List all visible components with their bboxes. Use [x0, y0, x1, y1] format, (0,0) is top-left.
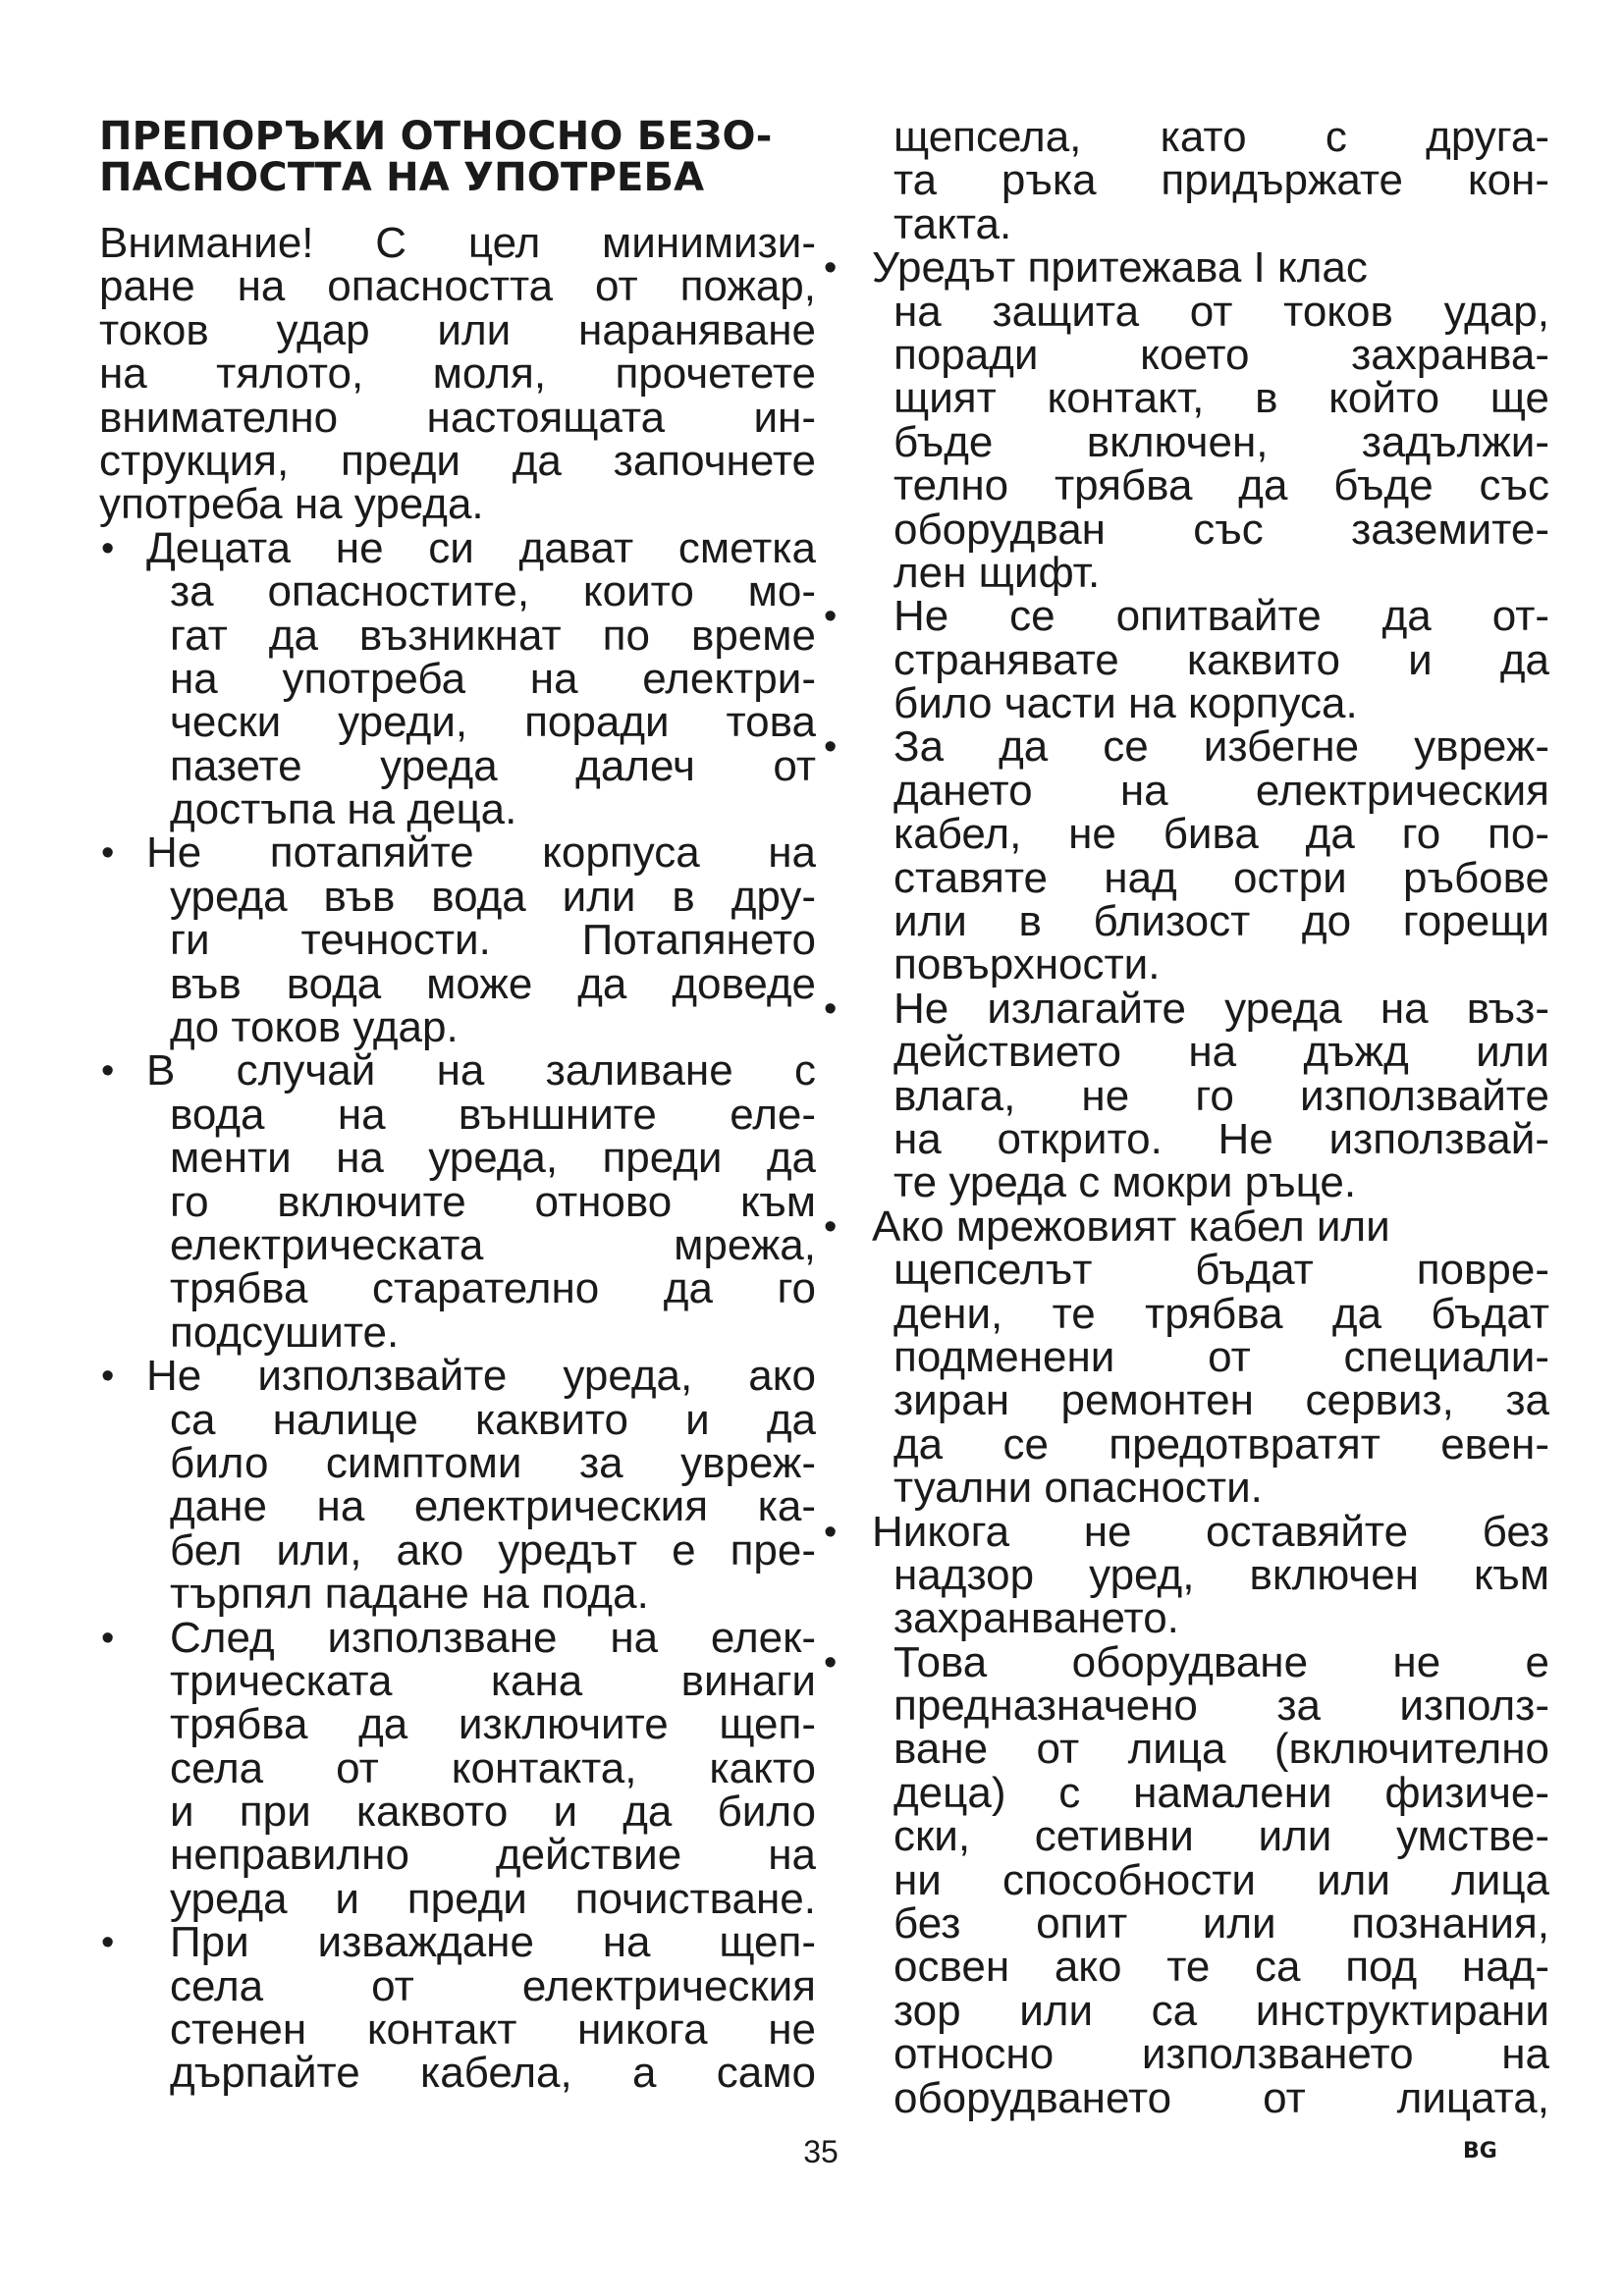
- bullet-line: села от контакта, както: [170, 1743, 816, 1792]
- bullet-item: [99, 1352, 816, 1619]
- bullet-icon: •: [824, 726, 838, 769]
- bullet-line: електрическата мрежа,: [170, 1220, 816, 1269]
- bullet-line: стенен контакт никога не: [170, 2005, 816, 2055]
- bullet-line: дени, те трябва да бъдат: [893, 1289, 1549, 1338]
- intro-line: внимателно настоящата ин-: [99, 393, 816, 442]
- bullet-line: телно трябва да бъде със: [893, 461, 1549, 510]
- bullet-line: дането на електрическия: [893, 766, 1549, 815]
- bullet-item: [824, 243, 1549, 597]
- right-column: [824, 113, 1549, 2122]
- intro-line: употреба на уреда.: [99, 480, 484, 529]
- bullet-line: щепселът бъдат повре-: [893, 1246, 1549, 1295]
- bullet-icon: •: [824, 1205, 838, 1248]
- bullet-line: повърхности.: [893, 940, 1161, 989]
- bullet-line: Това оборудване не е: [893, 1637, 1549, 1686]
- bullet-line: поради което захранва-: [893, 330, 1549, 379]
- bullet-line: чески уреди, поради това: [170, 698, 816, 747]
- bullet-line: действието на дъжд или: [893, 1028, 1549, 1077]
- bullet-line: или в близост до горещи: [893, 897, 1549, 946]
- bullet-text: [872, 1201, 1549, 1513]
- bullet-line: села от електрическия: [170, 1961, 816, 2010]
- bullet-item: [824, 1507, 1549, 1643]
- bullet-line: и при каквото и да било: [170, 1788, 816, 1837]
- bullet-item: [824, 1637, 1549, 2122]
- bullet-item: [99, 828, 816, 1052]
- bullet-line: относно използването на: [893, 2030, 1549, 2079]
- bullet-icon: •: [101, 832, 115, 875]
- bullet-item: [824, 592, 1549, 728]
- bullet-line: странявате каквито и да: [893, 635, 1549, 684]
- bullet-line: го включите отново към: [170, 1177, 816, 1226]
- bullet-line: захранването.: [893, 1594, 1179, 1643]
- bullet-icon: •: [101, 1617, 115, 1659]
- bullet-line: гат да възникнат по време: [170, 611, 816, 660]
- bullet-text: [872, 1637, 1549, 2122]
- bullet-line: на употреба на електри-: [170, 654, 816, 703]
- continued-line: щепсела, като с друга-: [893, 113, 1549, 161]
- bullet-line: ски, сетивни или умстве-: [893, 1812, 1549, 1861]
- bullet-line: уреда във вода или в дру-: [170, 872, 816, 921]
- bullet-line: ни способности или лица: [893, 1855, 1549, 1904]
- intro-paragraph: [99, 219, 816, 529]
- section-heading: [99, 116, 816, 198]
- left-bullet-list: [99, 523, 816, 2098]
- bullet-line: на открито. Не използвай-: [893, 1114, 1549, 1163]
- right-bullet-list: [824, 243, 1549, 2122]
- bullet-icon: •: [824, 1641, 838, 1683]
- bullet-text: [872, 1507, 1549, 1643]
- heading-line: ПАСНОСТТА НА УПОТРЕБА: [99, 155, 705, 200]
- bullet-line: неправилно действие на: [170, 1831, 816, 1880]
- bullet-line: Не потапяйте корпуса на: [146, 828, 816, 878]
- intro-line: на тялото, моля, прочетете: [99, 349, 816, 399]
- continued-paragraph: [872, 113, 1549, 248]
- bullet-line: Децата не си дават сметка: [146, 523, 816, 572]
- bullet-text: [146, 523, 816, 834]
- bullet-line: пазете уреда далеч от: [170, 741, 816, 790]
- bullet-line: оборудването от лицата,: [893, 2073, 1549, 2122]
- bullet-icon: •: [824, 247, 838, 290]
- bullet-line: са налице каквито и да: [170, 1395, 816, 1444]
- bullet-line: те уреда с мокри ръце.: [893, 1158, 1357, 1207]
- bullet-line: туални опасности.: [893, 1464, 1263, 1513]
- intro-line: ране на опасността от пожар,: [99, 262, 816, 311]
- bullet-item: [99, 523, 816, 834]
- bullet-line: във вода може да доведе: [170, 959, 816, 1008]
- bullet-icon: •: [824, 1511, 838, 1553]
- bullet-text: [872, 984, 1549, 1207]
- bullet-line: дърпайте кабела, а само: [170, 2049, 816, 2098]
- bullet-icon: •: [824, 988, 838, 1030]
- bullet-line: да се предотвратят евен-: [893, 1419, 1549, 1468]
- intro-line: токов удар или нараняване: [99, 305, 816, 354]
- intro-line: струкция, преди да започнете: [99, 436, 816, 485]
- bullet-line: търпял падане на пода.: [170, 1570, 649, 1619]
- page-number: 35: [803, 2134, 839, 2169]
- bullet-line: ги течности. Потапянето: [170, 916, 816, 965]
- bullet-line: оборудван със заземите-: [893, 505, 1549, 554]
- bullet-item: [824, 1201, 1549, 1513]
- bullet-line: било части на корпуса.: [893, 679, 1358, 728]
- bullet-text: [146, 828, 816, 1052]
- bullet-line: Не използвайте уреда, ако: [146, 1352, 816, 1401]
- bullet-text: [872, 722, 1549, 989]
- bullet-line: Никога не оставяйте без: [872, 1507, 1549, 1556]
- bullet-icon: •: [101, 1356, 115, 1398]
- bullet-line: менти на уреда, преди да: [170, 1134, 816, 1183]
- bullet-line: вода на външните еле-: [170, 1090, 816, 1139]
- bullet-line: Уредът притежава I клас: [872, 243, 1368, 293]
- bullet-line: трябва старателно да го: [170, 1264, 816, 1313]
- bullet-item: [99, 1918, 816, 2098]
- bullet-line: Не се опитвайте да от-: [893, 592, 1549, 641]
- intro-line: Внимание! С цел минимизи-: [99, 219, 816, 267]
- bullet-line: за опасностите, които мо-: [170, 567, 816, 616]
- bullet-line: Не излагайте уреда на въз-: [893, 984, 1549, 1033]
- bullet-text: [146, 1352, 816, 1619]
- bullet-line: трическата кана винаги: [170, 1656, 816, 1705]
- bullet-line: Ако мрежовият кабел или: [872, 1201, 1390, 1251]
- continued-line: такта.: [893, 199, 1012, 248]
- bullet-line: достъпа на деца.: [170, 785, 517, 834]
- bullet-item: [824, 984, 1549, 1207]
- heading-line: ПРЕПОРЪКИ ОТНОСНО БЕЗО-: [99, 114, 773, 159]
- bullet-line: лен щифт.: [893, 548, 1101, 597]
- bullet-line: предназначено за използ-: [893, 1682, 1549, 1731]
- bullet-line: подменени от специали-: [893, 1332, 1549, 1381]
- continued-line: та ръка придържате кон-: [893, 156, 1549, 205]
- bullet-line: зиран ремонтен сервиз, за: [893, 1376, 1549, 1425]
- bullet-text: [146, 1918, 816, 2098]
- bullet-item: [824, 722, 1549, 989]
- bullet-line: уреда и преди почистване.: [170, 1874, 816, 1923]
- bullet-line: зор или са инструктирани: [893, 1986, 1549, 2035]
- bullet-line: до токов удар.: [170, 1003, 459, 1052]
- bullet-icon: •: [101, 1050, 115, 1093]
- bullet-line: без опит или познания,: [893, 1899, 1549, 1949]
- bullet-line: ване от лица (включително: [893, 1725, 1549, 1774]
- bullet-line: било симптоми за увреж-: [170, 1438, 816, 1487]
- bullet-text: [872, 243, 1549, 597]
- bullet-icon: •: [101, 527, 115, 569]
- bullet-line: За да се избегне увреж-: [893, 722, 1549, 772]
- bullet-text: [146, 1613, 816, 1923]
- bullet-line: щият контакт, в който ще: [893, 374, 1549, 423]
- bullet-line: трябва да изключите щеп-: [170, 1700, 816, 1749]
- bullet-line: В случай на заливане с: [146, 1046, 816, 1095]
- bullet-text: [146, 1046, 816, 1357]
- bullet-line: бел или, ако уредът е пре-: [170, 1525, 816, 1575]
- bullet-icon: •: [101, 1922, 115, 1964]
- bullet-item: [99, 1046, 816, 1357]
- language-code: BG: [1463, 2139, 1497, 2163]
- bullet-icon: •: [824, 596, 838, 638]
- bullet-line: влага, не го използвайте: [893, 1071, 1549, 1120]
- bullet-item: [99, 1613, 816, 1923]
- bullet-line: деца) с намалени физиче-: [893, 1768, 1549, 1817]
- bullet-line: При изваждане на щеп-: [170, 1918, 816, 1967]
- bullet-text: [872, 592, 1549, 728]
- bullet-line: дане на електрическия ка-: [170, 1482, 816, 1531]
- left-column: [99, 116, 816, 2096]
- bullet-line: освен ако те са под над-: [893, 1943, 1549, 1992]
- bullet-line: подсушите.: [170, 1308, 400, 1357]
- bullet-line: бъде включен, задължи-: [893, 417, 1549, 466]
- bullet-line: кабел, не бива да го по-: [893, 810, 1549, 859]
- bullet-line: на защита от токов удар,: [893, 287, 1549, 336]
- bullet-line: След използване на елек-: [170, 1613, 816, 1662]
- bullet-line: надзор уред, включен към: [893, 1550, 1549, 1599]
- bullet-line: ставяте над остри ръбове: [893, 853, 1549, 902]
